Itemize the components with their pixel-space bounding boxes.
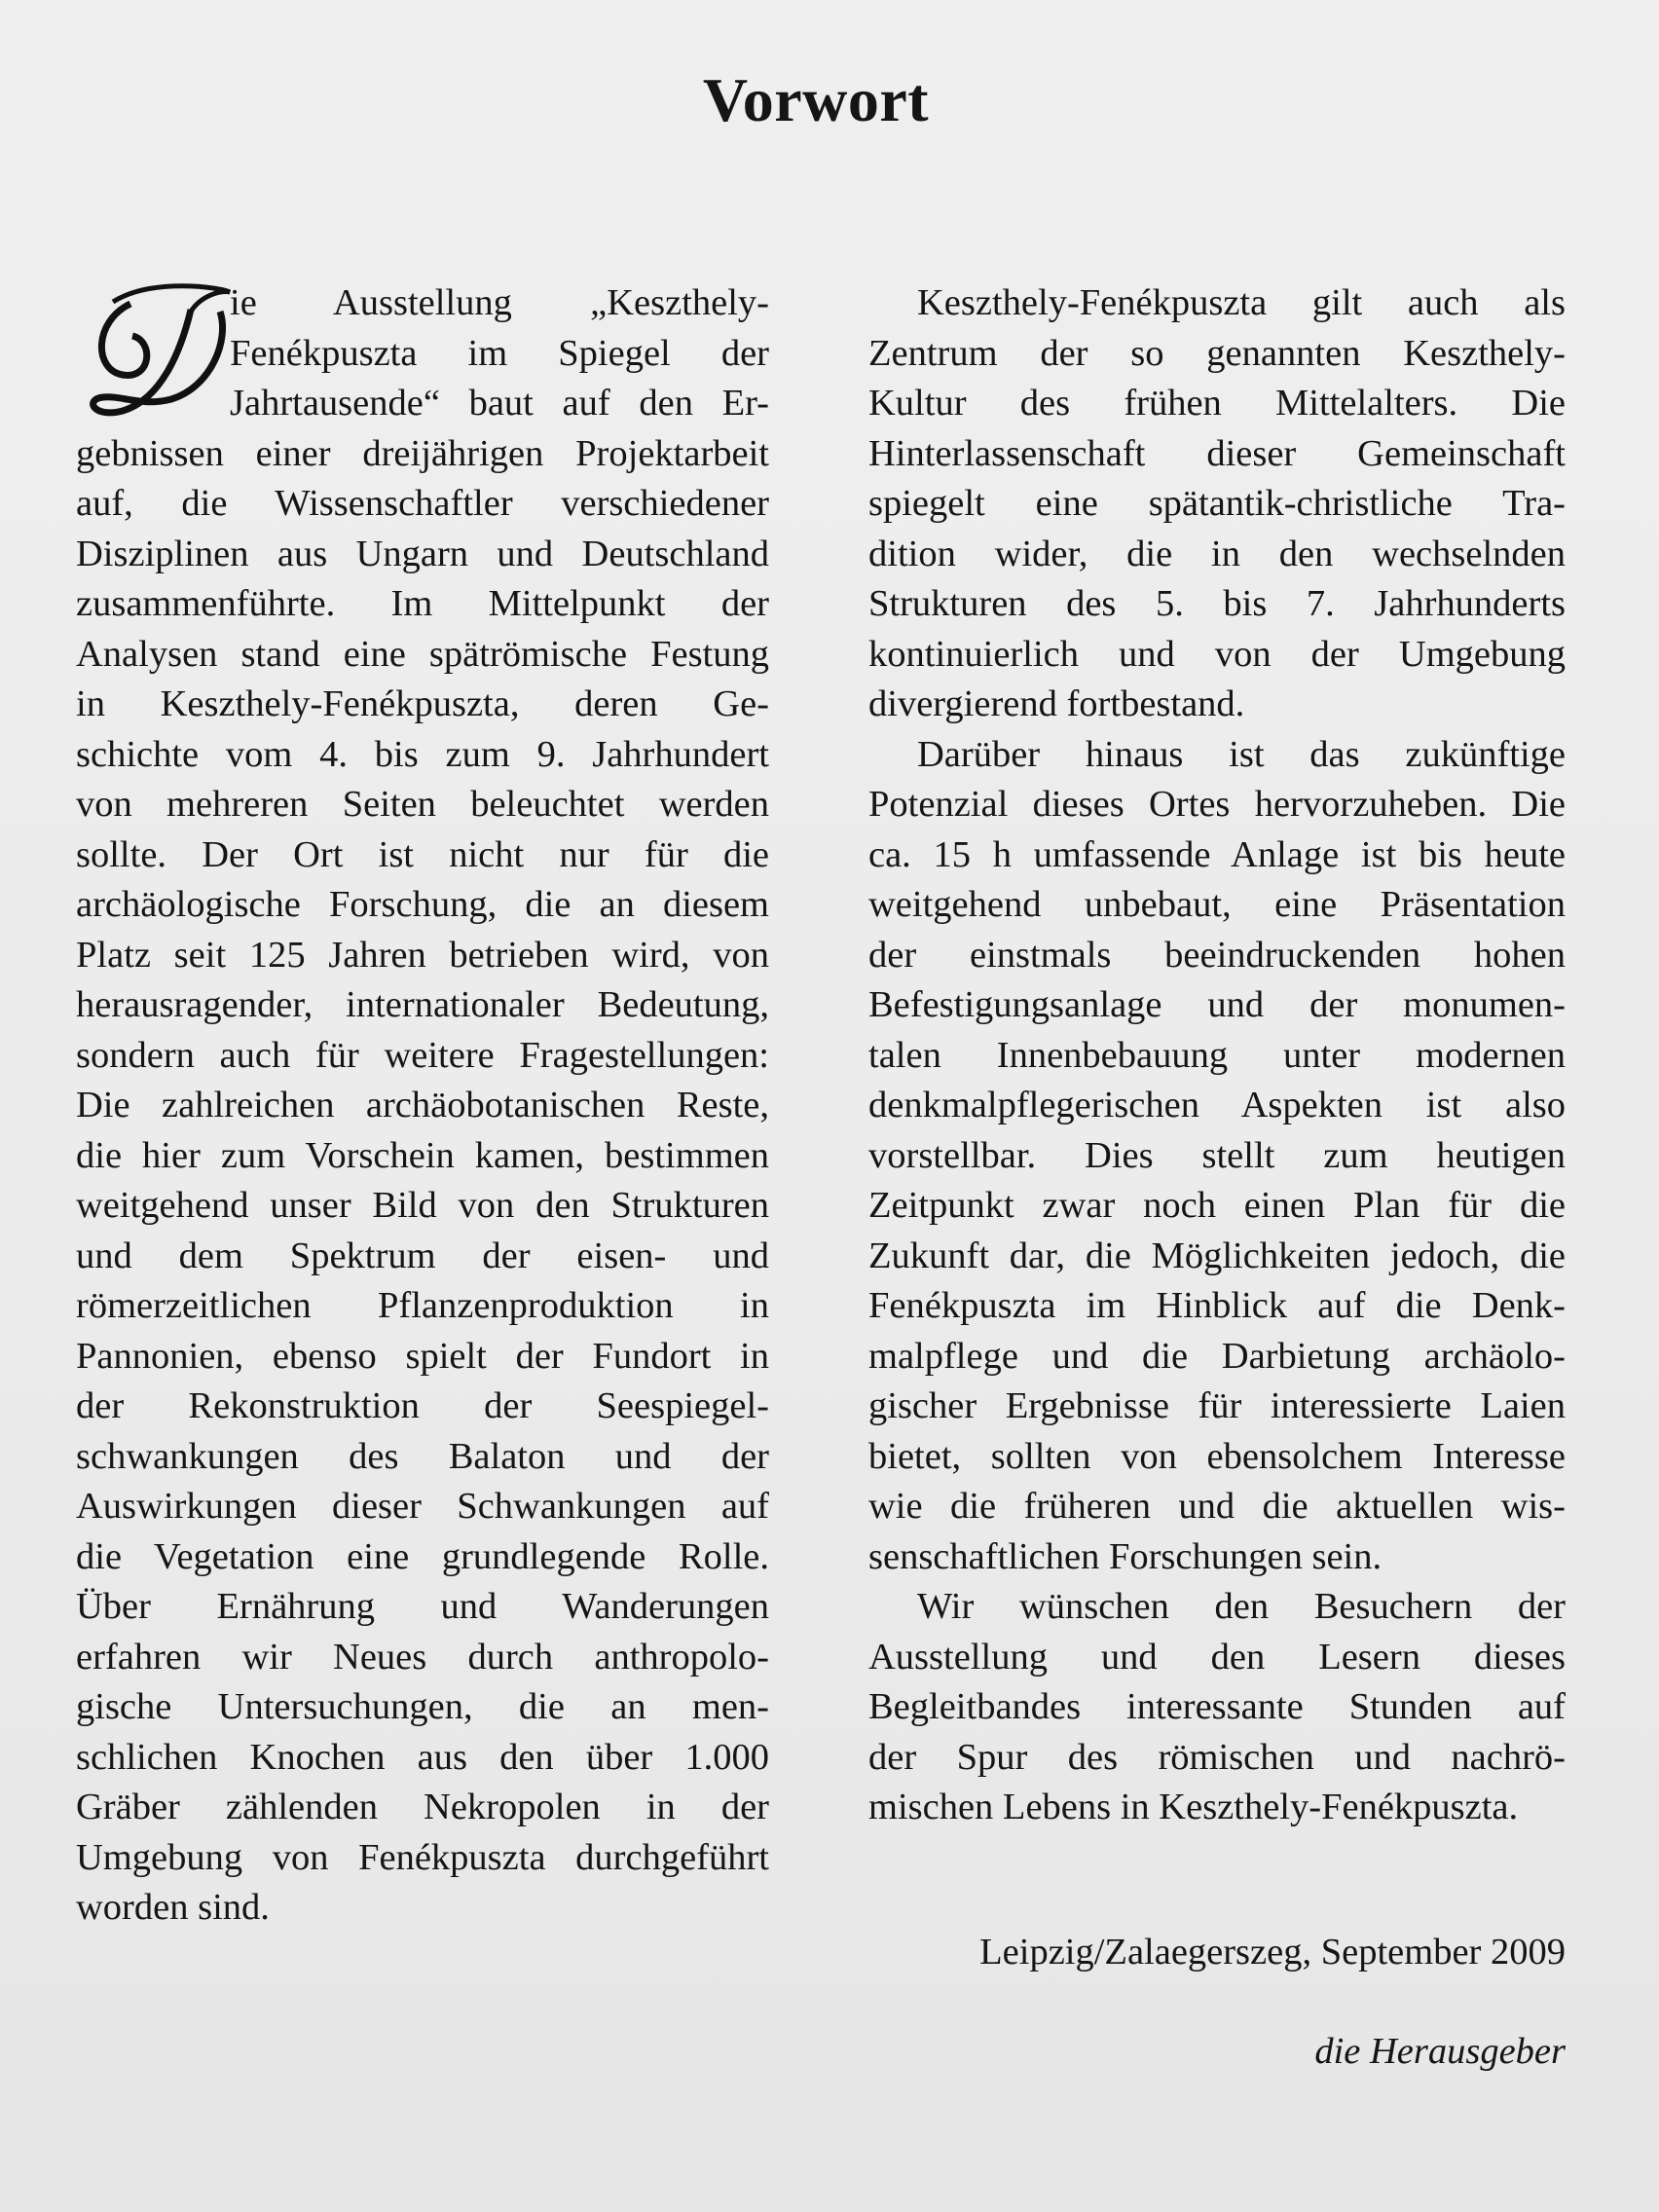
left-line-25: Auswirkungen dieser Schwankungen auf xyxy=(76,1486,769,1527)
right-line-3: Kultur des frühen Mittelalters. Die xyxy=(868,383,1566,424)
left-line-5: auf, die Wissenschaftler verschiedener xyxy=(76,483,769,524)
left-line-2: Fenékpuszta im Spiegel der xyxy=(230,332,769,374)
right-line-24: bietet, sollten von ebensolchem Interesse xyxy=(868,1435,1566,1477)
left-line-28: erfahren wir Neues durch anthropolo- xyxy=(76,1636,769,1677)
left-line-32: Umgebung von Fenékpuszta durchgeführt xyxy=(76,1836,769,1878)
right-line-27: Wir wünschen den Besuchern der xyxy=(917,1586,1566,1627)
right-line-14: der einstmals beeindruckenden hohen xyxy=(868,934,1566,976)
right-line-28: Ausstellung und den Lesern dieses xyxy=(868,1636,1566,1677)
right-column xyxy=(868,278,1566,1833)
left-line-7: zusammenführte. Im Mittelpunkt der xyxy=(76,583,769,624)
right-line-20: Zukunft dar, die Möglichkeiten jedoch, die xyxy=(868,1235,1566,1276)
left-line-1: ie Ausstellung „Keszthely- xyxy=(230,282,769,323)
left-line-30: schlichen Knochen aus den über 1.000 xyxy=(76,1736,769,1778)
left-line-27: Über Ernährung und Wanderungen xyxy=(76,1586,769,1627)
right-line-18: vorstellbar. Dies stellt zum heutigen xyxy=(868,1134,1566,1176)
place-date: Leipzig/Zalaegerszeg, September 2009 xyxy=(979,1932,1566,1972)
left-line-20: und dem Spektrum der eisen- und xyxy=(76,1235,769,1276)
right-line-5: spiegelt eine spätantik-christliche Tra- xyxy=(868,483,1566,524)
left-line-17: Die zahlreichen archäobotanischen Reste, xyxy=(76,1085,769,1125)
right-line-19: Zeitpunkt zwar noch einen Plan für die xyxy=(868,1185,1566,1226)
left-line-26: die Vegetation eine grundlegende Rolle. xyxy=(76,1535,769,1577)
right-line-13: weitgehend unbebaut, eine Präsentation xyxy=(868,884,1566,925)
left-line-31: Gräber zählenden Nekropolen in der xyxy=(76,1787,769,1827)
left-line-33: worden sind. xyxy=(76,1887,270,1928)
left-line-13: archäologische Forschung, die an diesem xyxy=(76,884,769,925)
right-line-7: Strukturen des 5. bis 7. Jahrhunderts xyxy=(868,583,1566,624)
right-line-26: senschaftlichen Forschungen sein. xyxy=(868,1535,1382,1577)
left-line-22: Pannonien, ebenso spielt der Fundort in xyxy=(76,1335,769,1377)
right-line-2: Zentrum der so genannten Keszthely- xyxy=(868,332,1566,374)
right-line-16: talen Innenbebauung unter modernen xyxy=(868,1034,1566,1076)
right-line-9: divergierend fortbestand. xyxy=(868,683,1245,724)
right-line-6: dition wider, die in den wechselnden xyxy=(868,533,1566,574)
right-line-17: denkmalpflegerischen Aspekten ist also xyxy=(868,1085,1566,1125)
right-line-29: Begleitbandes interessante Stunden auf xyxy=(868,1686,1566,1727)
drop-cap-swash-icon xyxy=(84,282,240,428)
left-line-9: in Keszthely-Fenékpuszta, deren Ge- xyxy=(76,683,769,724)
left-column xyxy=(76,278,769,1934)
publisher-signature: die Herausgeber xyxy=(1314,2031,1566,2072)
left-line-11: von mehreren Seiten beleuchtet werden xyxy=(76,784,769,825)
right-line-12: ca. 15 h umfassende Anlage ist bis heute xyxy=(868,833,1566,875)
left-line-14: Platz seit 125 Jahren betrieben wird, von xyxy=(76,934,769,976)
right-line-8: kontinuierlich und von der Umgebung xyxy=(868,633,1566,675)
left-line-21: römerzeitlichen Pflanzenproduktion in xyxy=(76,1285,769,1326)
left-line-24: schwankungen des Balaton und der xyxy=(76,1435,769,1477)
left-line-12: sollte. Der Ort ist nicht nur für die xyxy=(76,833,769,875)
left-line-29: gische Untersuchungen, die an men- xyxy=(76,1686,769,1727)
right-line-4: Hinterlassenschaft dieser Gemeinschaft xyxy=(868,432,1566,474)
right-line-21: Fenékpuszta im Hinblick auf die Denk- xyxy=(868,1285,1566,1326)
right-line-1: Keszthely-Fenékpuszta gilt auch als xyxy=(917,282,1566,323)
left-line-18: die hier zum Vorschein kamen, bestimmen xyxy=(76,1134,769,1176)
left-line-16: sondern auch für weitere Fragestellungen: xyxy=(76,1034,769,1076)
left-line-15: herausragender, internationaler Bedeutung, xyxy=(76,984,769,1025)
right-line-30: der Spur des römischen und nachrö- xyxy=(868,1736,1566,1778)
left-line-23: der Rekonstruktion der Seespiegel- xyxy=(76,1385,769,1426)
left-line-6: Disziplinen aus Ungarn und Deutschland xyxy=(76,533,769,574)
right-line-10: Darüber hinaus ist das zukünftige xyxy=(917,733,1566,775)
right-line-31: mischen Lebens in Keszthely-Fenékpuszta. xyxy=(868,1787,1519,1827)
left-line-4: gebnissen einer dreijährigen Projektarbeit xyxy=(76,432,769,474)
left-line-10: schichte vom 4. bis zum 9. Jahrhundert xyxy=(76,733,769,775)
left-line-3: Jahrtausende“ baut auf den Er- xyxy=(230,383,769,424)
right-line-11: Potenzial dieses Ortes hervorzuheben. Die xyxy=(868,784,1566,825)
right-line-22: malpflege und die Darbietung archäolo- xyxy=(868,1335,1566,1377)
right-line-25: wie die früheren und die aktuellen wis- xyxy=(868,1486,1566,1527)
left-line-19: weitgehend unser Bild von den Strukturen xyxy=(76,1185,769,1226)
left-line-8: Analysen stand eine spätrömische Festung xyxy=(76,633,769,675)
right-line-15: Befestigungsanlage und der monumen- xyxy=(868,984,1566,1025)
page-title: Vorwort xyxy=(702,65,930,134)
drop-cap xyxy=(84,282,230,428)
right-line-23: gischer Ergebnisse für interessierte Laien xyxy=(868,1385,1566,1426)
